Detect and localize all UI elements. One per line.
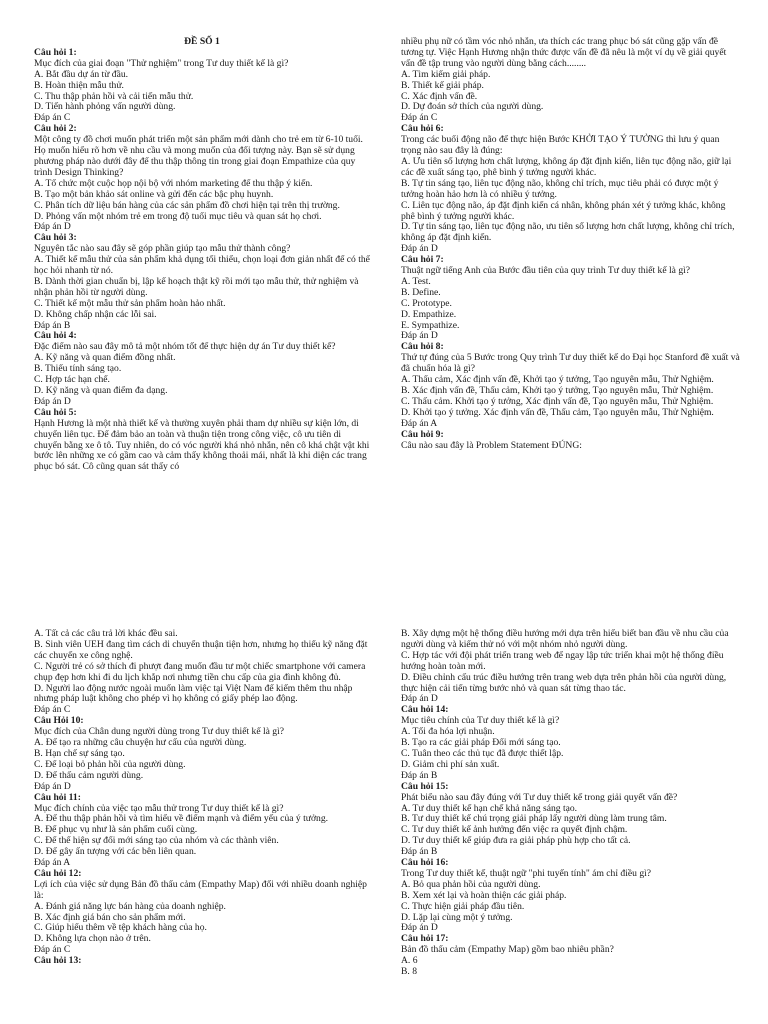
question-heading: Câu hỏi 11: [34, 791, 81, 803]
question-heading: Câu hỏi 2: [34, 123, 77, 135]
question-text: Nguyên tắc nào sau đây sẽ góp phần giúp tạo mẫu thử thành công? [34, 243, 291, 255]
answer-option: C. Để thể hiện sự đổi mới sáng tạo của nhóm và các thành viên. [34, 835, 279, 847]
answer-option: C. Thực hiện giải pháp đầu tiên. [401, 900, 525, 912]
question-heading: Câu hỏi 9: [401, 428, 444, 440]
question-text: Trong các buổi động não để thực hiện Bước KHỞI TẠO Ý TƯỞNG thì lưu ý quan trọng nào sau đây là đúng: [401, 134, 720, 157]
answer-key: Đáp án D [401, 922, 438, 934]
answer-option: D. Người lao động nước ngoài muốn làm việc tại Việt Nam để kiếm thêm thu nhập nhưng pháp luật không cho phép vì họ không có giấy phép lao động. [34, 682, 353, 705]
answer-option: C. Giúp hiểu thêm về tệp khách hàng của họ. [34, 922, 207, 934]
answer-option: A. Ưu tiên số lượng hơn chất lượng, không áp đặt định kiến, liên tục động não, giữ lại các đề xuất sáng tạo, phê bình ý tưởng người khác. [401, 155, 732, 178]
answer-option: B. Tạo một bản khảo sát online và gửi đến các bậc phụ huynh. [34, 188, 274, 200]
question-text: Hạnh Hương là một nhà thiết kế và thường xuyên phải tham dự nhiều sự kiện lớn, di chuyển liên tục. Để đảm bảo an toàn và thuận tiện trong công việc, cô ưu tiên di chuyển bằng xe ô tô. Tuy nhiên, do có vóc người khá nhỏ nhắn, nên cô khá chật vật khi bước lên những xe có gầm cao và cảm thấy không thoải mái, nhất là khi diện các trang phục bó sát. Cô cũng quan sát thấy có [34, 417, 370, 473]
answer-key: Đáp án C [34, 944, 71, 956]
answer-option: A. Thiết kế mẫu thử của sản phẩm khả dụng tối thiểu, chọn loại đơn giản nhất để có thể học hỏi nhanh từ nó. [34, 254, 370, 277]
answer-option: D. Không lựa chọn nào ở trên. [34, 933, 151, 945]
answer-option: B. 8 [401, 966, 417, 978]
question-heading: Câu hỏi 6: [401, 123, 444, 135]
question-heading: Câu hỏi 4: [34, 330, 77, 342]
question-text: Mục đích của Chân dung người dùng trong Tư duy thiết kế là gì? [34, 726, 285, 738]
answer-key: Đáp án C [34, 704, 71, 716]
answer-option: B. Tạo ra các giải pháp Đổi mới sáng tạo. [401, 737, 561, 749]
answer-key: Đáp án B [401, 846, 438, 858]
answer-option: D. Dự đoán sở thích của người dùng. [401, 101, 544, 113]
answer-option: D. Phỏng vấn một nhóm trẻ em trong độ tuổi mục tiêu và quan sát họ chơi. [34, 210, 322, 222]
question-text: Mục đích của giai đoạn "Thử nghiệm" trong Tư duy thiết kế là gì? [34, 57, 289, 69]
answer-option: C. Hợp tác hạn chế. [34, 374, 110, 386]
answer-option: D. Để gây ấn tượng với các bên liên quan. [34, 846, 197, 858]
answer-option: C. Prototype. [401, 297, 452, 309]
question-heading: Câu hỏi 7: [401, 254, 444, 266]
question-text: Lợi ích của việc sử dụng Bản đồ thấu cảm (Empathy Map) đối với nhiều doanh nghiệp là: [34, 878, 367, 901]
answer-option: A. Đánh giá năng lực bán hàng của doanh nghiệp. [34, 900, 226, 912]
answer-option: A. Tìm kiếm giải pháp. [401, 68, 491, 80]
answer-key: Đáp án C [34, 112, 71, 124]
answer-key: Đáp án D [34, 221, 71, 233]
answer-option: E. Sympathize. [401, 319, 460, 331]
answer-key: Đáp án A [401, 417, 438, 429]
answer-option: C. Người trẻ có sở thích đi phượt đang muốn đầu tư một chiếc smartphone với camera chụp đẹp hơn khi đi du lịch khắp nơi nhưng tiền chu cấp của gia đình không đủ. [34, 660, 366, 683]
answer-option: C. Thiết kế một mẫu thử sản phẩm hoàn hảo nhất. [34, 297, 226, 309]
question-heading: Câu hỏi 8: [401, 341, 444, 353]
answer-option: A. Để thu thập phản hồi và tìm hiểu về điểm mạnh và điểm yếu của ý tưởng. [34, 813, 329, 825]
answer-option: A. Test. [401, 275, 431, 287]
answer-option: C. Liên tục động não, áp đặt định kiến cá nhân, không phán xét ý tưởng khác, không phê bình ý tưởng người khác. [401, 199, 726, 222]
answer-key: Đáp án D [34, 780, 71, 792]
question-heading: Câu hỏi 5: [34, 406, 77, 418]
answer-option: D. Tư duy thiết kế giúp đưa ra giải pháp phù hợp cho tất cả. [401, 835, 631, 847]
answer-option: D. Không chấp nhận các lỗi sai. [34, 308, 157, 320]
answer-option: D. Điều chỉnh cấu trúc điều hướng trên trang web dựa trên phản hồi của người dùng, thực hiện cải tiến từng bước nhỏ và quan sát từng thao tác. [401, 671, 727, 694]
answer-option: D. Để thấu cảm người dùng. [34, 769, 144, 781]
question-text: Đặc điểm nào sau đây mô tả một nhóm tốt để thực hiện dự án Tư duy thiết kế? [34, 341, 336, 353]
answer-option: A. 6 [401, 955, 418, 967]
question-heading: Câu hỏi 15: [401, 780, 449, 792]
question-heading: Câu hỏi 14: [401, 704, 449, 716]
answer-key: Đáp án D [401, 243, 438, 255]
answer-option: B. Thiếu tính sáng tạo. [34, 363, 122, 375]
answer-option: B. Xác định giá bán cho sản phẩm mới. [34, 911, 186, 923]
question-text: Bản đồ thấu cảm (Empathy Map) gồm bao nhiêu phần? [401, 944, 614, 956]
answer-option: B. Define. [401, 286, 441, 298]
answer-option: B. Xác định vấn đề, Thấu cảm, Khởi tạo ý tưởng, Tạo nguyên mẫu, Thử Nghiệm. [401, 385, 714, 396]
answer-option: B. Để phục vụ như là sản phẩm cuối cùng. [34, 824, 198, 836]
answer-option: A. Kỹ năng và quan điểm đồng nhất. [34, 352, 176, 364]
answer-option: C. Xác định vấn đề. [401, 90, 478, 102]
question-text: Mục tiêu chính của Tư duy thiết kế là gì? [401, 715, 560, 727]
question-text: Câu nào sau đây là Problem Statement ĐÚNG: [401, 439, 582, 451]
answer-option: B. Sinh viên UEH đang tìm cách di chuyển thuận tiện hơn, nhưng họ thiếu kỹ năng đặt các chuyến xe công nghệ. [34, 638, 368, 661]
answer-option: A. Tổ chức một cuộc họp nội bộ với nhóm marketing để thu thập ý kiến. [34, 177, 313, 189]
answer-option: C. Tư duy thiết kế ảnh hưởng đến việc ra quyết định chậm. [401, 824, 628, 836]
question-heading: Câu Hỏi 10: [34, 715, 84, 727]
answer-key: Đáp án A [34, 857, 71, 869]
answer-option: B. Dành thời gian chuẩn bị, lập kế hoạch thật kỹ rồi mới tạo mẫu thử, thử nghiệm và nhận phản hồi từ người dùng. [34, 275, 359, 298]
answer-key: Đáp án D [401, 693, 438, 705]
answer-option: C. Tuân theo các thủ tục đã được thiết lập. [401, 747, 564, 759]
answer-option: C. Thấu cảm. Khởi tạo ý tưởng, Xác định vấn đề, Tạo nguyên mẫu, Thử Nghiệm. [401, 395, 714, 407]
answer-option: B. Xây dựng một hệ thống điều hướng mới dựa trên hiểu biết ban đầu về nhu cầu của người dùng và kiểm thử nó với một nhóm nhỏ người dùng. [401, 628, 729, 650]
answer-key: Đáp án D [34, 395, 71, 407]
question-text: Thuật ngữ tiếng Anh của Bước đầu tiên của quy trình Tư duy thiết kế là gì? [401, 265, 691, 277]
answer-option: C. Hợp tác với đội phát triển trang web để ngay lập tức triển khai một hệ thống điều hướng hoàn toàn mới. [401, 649, 724, 672]
answer-option: D. Tự tin sáng tạo, liên tục động não, ưu tiên số lượng hơn chất lượng, không chỉ trích, không áp đặt định kiến. [401, 221, 735, 244]
answer-option: B. Hoàn thiện mẫu thử. [34, 79, 124, 91]
column-bottom-left [34, 629, 370, 967]
question-text: Mục đích chính của việc tạo mẫu thử trong Tư duy thiết kế là gì? [34, 802, 284, 814]
answer-option: D. Kỹ năng và quan điểm đa dạng. [34, 385, 168, 396]
answer-option: C. Phân tích dữ liệu bán hàng của các sản phẩm đồ chơi hiện tại trên thị trường. [34, 199, 340, 211]
answer-option: B. Tự tin sáng tạo, liên tục động não, không chỉ trích, mục tiêu phải có được một ý tưởng hoàn hảo hơn là có nhiều ý tưởng. [401, 177, 719, 200]
answer-option: A. Bỏ qua phản hồi của người dùng. [401, 878, 541, 890]
answer-option: B. Hạn chế sự sáng tạo. [34, 747, 125, 759]
answer-key: Đáp án D [401, 330, 438, 342]
question-heading: Câu hỏi 3: [34, 232, 77, 244]
answer-option: D. Giảm chi phí sản xuất. [401, 758, 500, 770]
answer-key: Đáp án C [401, 112, 438, 124]
answer-option: D. Khởi tạo ý tưởng. Xác định vấn đề, Thấu cảm, Tạo nguyên mẫu, Thử Nghiệm. [401, 406, 714, 418]
answer-option: A. Tối đa hóa lợi nhuận. [401, 726, 495, 738]
question-text: nhiều phụ nữ có tầm vóc nhỏ nhắn, ưa thích các trang phục bó sát cũng gặp vấn đề tương tự. Việc Hạnh Hương nhận thức được vấn đề đã nêu là một ví dụ về giải quyết vấn đề tập trung vào người dùng bằng cách........ [401, 36, 727, 69]
answer-option: A. Để tạo ra những câu chuyện hư cấu của người dùng. [34, 737, 247, 749]
exam-title: ĐỀ SỐ 1 [184, 36, 220, 47]
question-text: Phát biểu nào sau đây đúng với Tư duy thiết kế trong giải quyết vấn đề? [401, 791, 678, 803]
column-top-right [401, 37, 741, 451]
answer-option: A. Bắt đầu dự án từ đầu. [34, 68, 129, 80]
answer-option: A. Thấu cảm, Xác định vấn đề, Khởi tạo ý tưởng, Tạo nguyên mẫu, Thử Nghiệm. [401, 374, 714, 386]
question-heading: Câu hỏi 1: [34, 46, 77, 58]
answer-option: B. Thiết kế giải pháp. [401, 79, 484, 91]
answer-option: B. Xem xét lại và hoàn thiện các giải pháp. [401, 889, 567, 901]
answer-option: D. Tiến hành phỏng vấn người dùng. [34, 101, 176, 113]
answer-option: C. Thu thập phản hồi và cải tiến mẫu thử. [34, 90, 194, 102]
question-text: Thứ tự đúng của 5 Bước trong Quy trình Tư duy thiết kế do Đại học Stanford đề xuất và đã chuẩn hóa là gì? [401, 352, 740, 375]
answer-option: D. Lặp lại cùng một ý tưởng. [401, 911, 513, 923]
answer-option: D. Empathize. [401, 308, 457, 320]
question-heading: Câu hỏi 12: [34, 867, 82, 879]
answer-option: A. Tư duy thiết kế hạn chế khả năng sáng tạo. [401, 802, 578, 814]
answer-option: B. Tư duy thiết kế chú trọng giải pháp lấy người dùng làm trung tâm. [401, 813, 667, 825]
question-heading: Câu hỏi 17: [401, 933, 449, 945]
question-text: Một công ty đồ chơi muốn phát triển một sản phẩm mới dành cho trẻ em từ 6-10 tuổi. Họ muốn hiểu rõ hơn về nhu cầu và mong muốn của đối tượng này. Bạn sẽ sử dụng phương pháp nào dưới đây để thu thập thông tin trong giai đoạn Empathize của quy trình Design Thinking? [34, 134, 363, 178]
column-top-left [34, 37, 370, 473]
answer-option: A. Tất cả các câu trả lời khác đều sai. [34, 628, 178, 639]
answer-key: Đáp án B [34, 319, 71, 331]
question-heading: Câu hỏi 16: [401, 857, 449, 869]
question-text: Trong Tư duy thiết kế, thuật ngữ "phi tuyến tính" ám chỉ điều gì? [401, 867, 652, 879]
answer-option: C. Để loại bỏ phản hồi của người dùng. [34, 758, 186, 770]
answer-key: Đáp án B [401, 769, 438, 781]
column-bottom-right [401, 629, 741, 978]
question-heading: Câu hỏi 13: [34, 955, 82, 967]
